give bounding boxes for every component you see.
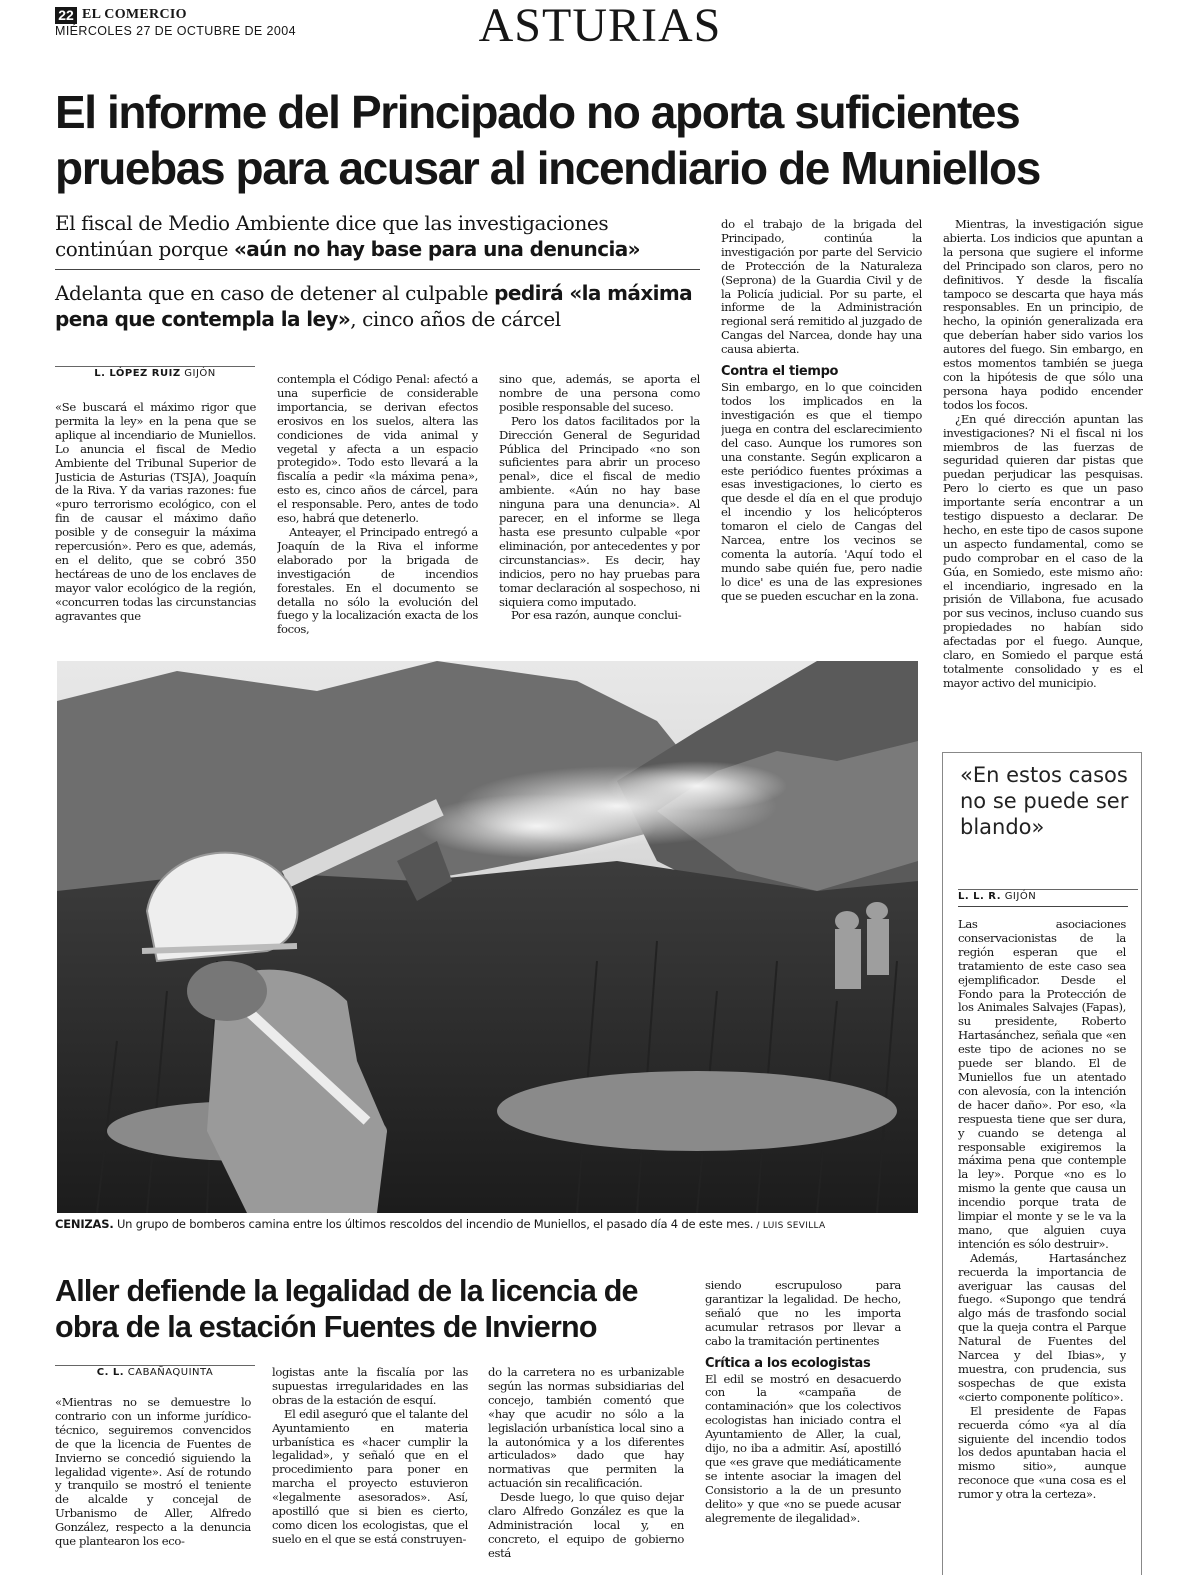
paragraph: Las asociaciones conservacionistas de la región esperan que el tratamiento de este caso sea ejemplificador. Desde el Fondo para la Protección de los Animales Salvajes (Fapas), su presidente, Roberto Hartasánchez, señala que «en este tipo de aciones no se puede ser blando. El de Muniellos fue un atentado con alevosía, con la intención de hacer daño». Por eso, «la respuesta tiene que ser dura, y cuando se detenga al responsable exigiremos la máxima pena que contemple la ley». Porque «no es lo mismo la gente que causa un incendio porque trata de limpiar el monte y se le va la mano, que alguien cuya intención es sólo destruir». [958,918,1126,1251]
paragraph: El presidente de Fapas recuerda cómo «ya al día siguiente del incendio todos los dedos apuntaban hacia el mismo sitio», aunque reconoce que «una cosa es el rumor y otra la certeza». [958,1403,1126,1502]
paragraph: contempla el Código Penal: afectó a una superficie de considerable importancia, se derivan efectos erosivos en los suelos, altera las condiciones de vida animal y vegetal y afecta a un espacio protegido». Todo esto llevará a la fiscalía a pedir «la máxima pena», esto es, cinco años de cárcel, para el responsable. Pero, antes de todo eso, habrá que detenerlo. [277,373,478,526]
paragraph: sino que, además, se aporta el nombre de una persona como posible responsable del suceso. [499,373,700,414]
deck-2-text-a: Adelanta que en caso de detener al culpable [55,281,495,305]
main-col-1 [55,401,256,637]
caption-text: Un grupo de bomberos camina entre los últimos rescoldos del incendio de Muniellos, el pasado día 4 de este mes. [113,1217,754,1231]
news-photo [57,661,918,1213]
paragraph: do el trabajo de la brigada del Principado, continúa la investigación por parte del Servicio de Protección de la Naturaleza (Seprona) de la Guardia Civil y de la Policía judicial. Por su parte, el informe de la Administración regional será remitido al juzgado de Cangas del Narcea, donde hay una causa abierta. [721,218,922,357]
main-col-2 [277,373,478,637]
section-title: ASTURIAS [478,0,722,52]
sidebar-byline-place: GIJÓN [1004,891,1037,902]
paragraph: «Mientras no se demuestre lo contrario con un informe jurídico-técnico, seguiremos convencidos de que la licencia de Fuentes de Invierno se concedió siguiendo la legalidad vigente». Así de rotundo y tranquilo se mostró el teniente de alcalde y concejal de Urbanismo de Aller, Alfredo González, respecto a la denuncia que plantearon los eco- [55,1396,251,1549]
deck-2-text-b: , cinco años de cárcel [350,307,561,331]
second-byline [55,1365,255,1378]
second-col-3 [488,1366,684,1575]
main-col-3 [499,373,700,637]
paragraph: «Se buscará el máximo rigor que permita la ley» en la pena que se aplique al incendiario de Muniellos. Lo anuncia el fiscal de Medio Ambiente del Tribunal Superior de Justicia de Asturias (TSJA), Joaquín de la Riva. Y da varias razones: fue «puro terrorismo ecológico, con el fin de causar el máximo daño posible y de conseguir la máxima repercusión». Pero es que, además, en el delito, que se cobró 350 hectáreas de uno de los enclaves de mayor valor ecológico de la región, «concurren todas las circunstancias agravantes que [55,401,256,623]
paragraph: Sin embargo, en lo que coinciden todos los implicados en la investigación es que el tiempo juega en contra del esclarecimiento del caso. Aunque los rumores son una constante. Según explicaron a este periódico fuentes próximas a esas investigaciones, lo cierto es que desde el día en el que produjo el incendio y los helicópteros tomaron el cielo de Cangas del Narcea, entre los vecinos se comenta la autoría. 'Aquí todo el mundo sabe quién fue, pero nadie lo dice' es una de las expresiones que se pueden escuchar en la zona. [721,380,922,603]
second-headline: Aller defiende la legalidad de la licencia de obra de la estación Fuentes de Invierno [55,1274,638,1344]
paragraph: Además, Hartasánchez recuerda la importancia de averiguar las causas del fuego. «Supongo que tendrá algo más de trasfondo social que la queja contra el Parque Natural de Fuentes del Narcea y del Ibias», y muestra, con prudencia, sus sospechas de que exista «cierto componente político». [958,1250,1126,1404]
main-byline-name: L. LÓPEZ RUIZ [94,368,181,379]
sidebar-byline-name: L. L. R. [958,891,1001,902]
paragraph: Pero los datos facilitados por la Dirección General de Seguridad Pública del Principado «no son suficientes para abrir un proceso penal», dice el fiscal de medio ambiente. «Aún no hay base ninguna para una denuncia». Al parecer, en el informe se llega hasta ese presunto culpable «por eliminación, por antecedentes y por circunstancias». Es decir, hay indicios, pero no hay pruebas para tomar declaración al sospechoso, ni siquiera como imputado. [499,413,700,609]
second-col-4 [705,1279,901,1575]
deck-1-text: El fiscal de Medio Ambiente dice que las investigaciones continúan porque [55,211,609,261]
second-col-2 [272,1366,468,1575]
subhead-contra-el-tiempo: Contra el tiempo [721,364,839,380]
main-byline-place: GIJÓN [184,368,216,379]
paragraph: Desde luego, lo que quiso dejar claro Alfredo González es que la Administración local y, en concreto, el equipo de gobierno está [488,1490,684,1560]
main-col-5 [943,218,1143,728]
second-byline-name: C. L. [96,1367,125,1378]
subhead-critica-ecologistas: Crítica a los ecologistas [705,1355,871,1371]
page-number: 22 [55,7,77,24]
second-col-1 [55,1396,251,1575]
paragraph: ¿En qué dirección apuntan las investigaciones? Ni el fiscal ni los miembros de las fuerzas de seguridad quieren dar pistas que puedan perjudicar las pesquisas. Pero lo cierto es que un paso importante sería encontrar a un testigo dispuesto a declarar. De hecho, en este tipo de casos supone un aspecto fundamental, como se pudo comprobar en el caso de la Gúa, en Somiedo, este mismo año: el incendiario, ingresado en la prisión de Villabona, fue acusado por sus vecinos, incluso cuando sus propiedades no habían sido afectadas por el fuego. Aunque, claro, en Somiedo el parque está totalmente consolidado y es el mayor activo del municipio. [943,411,1143,690]
paragraph: El edil se mostró en desacuerdo con la «campaña de contaminación» que los colectivos ecologistas han iniciado contra el Ayuntamiento de Aller, la cual, dijo, no iba a admitir. Así, apostilló que «es grave que mediáticamente se intente asociar la imagen del Consistorio a la de un presunto delito» y que «no se puede acusar alegremente de ilegalidad». [705,1371,901,1525]
firefighter-photo-illustration [57,661,918,1213]
deck-divider [55,269,700,270]
deck-1 [55,210,700,262]
deck-2-bold: pedirá «la máxima pena que contempla la ley» [55,281,693,331]
paragraph: Por esa razón, aunque conclui- [511,608,682,623]
sidebar-byline [958,889,1138,902]
issue-date: MIÉRCOLES 27 DE OCTUBRE DE 2004 [55,24,296,38]
main-headline: El informe del Principado no aporta suficientes pruebas para acusar al incendiario de Muniellos [55,86,1040,194]
deck-2 [55,280,700,332]
photo-caption [55,1217,925,1231]
sidebar-divider [958,906,1128,907]
paragraph: do la carretera no es urbanizable según las normas subsidiarias del concejo, también comentó que «hay que acudir no sólo a la legislación urbanística local sino a la autonómica y a los diferentes articulados» dado que hay normativas que permiten la actuación sin recalificación. [488,1366,684,1491]
sidebar-pull-quote: «En estos casos no se puede ser blando» [960,763,1129,839]
newspaper-name: EL COMERCIO [82,7,187,22]
sidebar-column [958,918,1126,1575]
paragraph: Anteayer, el Principado entregó a Joaquín de la Riva el informe elaborado por la brigada de investigación de incendios forestales. En el documento se detalla no sólo la evolución del fuego y la localización exacta de los focos, [277,524,478,637]
photo-credit: / LUIS SEVILLA [753,1221,826,1231]
deck-1-bold: «aún no hay base para una denuncia» [233,237,640,261]
caption-label: CENIZAS. [55,1217,114,1231]
paragraph: logistas ante la fiscalía por las supuestas irregularidades en las obras de la estación de esquí. [272,1366,468,1407]
paragraph: El edil aseguró que el talante del Ayuntamiento en materia urbanística es «hacer cumplir la legalidad», y señaló que en el procedimiento para poner en marcha el proyecto estuvieron «legalmente asesorados». Así, apostilló que si bien es cierto, como dicen los ecologistas, que el suelo en el que se está construyen- [272,1406,468,1546]
paragraph: Mientras, la investigación sigue abierta. Los indicios que apuntan a la persona que sugiere el informe del Principado son claros, pero no definitivos. Y desde la fiscalía tampoco se descarta que haya más responsables. En un principio, de hecho, la opinión generalizada era que deberían haber sido varios los autores del fuego. Sin embargo, en estos momentos también se juega con la hipótesis de que sólo una persona haya podido encender todos los focos. [943,218,1143,412]
paragraph: siendo escrupuloso para garantizar la legalidad. De hecho, señaló que no les importa acumular retrasos por llevar a cabo la tramitación pertinentes [705,1279,901,1348]
main-col-4 [721,218,922,638]
main-byline [55,366,255,379]
second-byline-place: CABAÑAQUINTA [127,1367,214,1378]
